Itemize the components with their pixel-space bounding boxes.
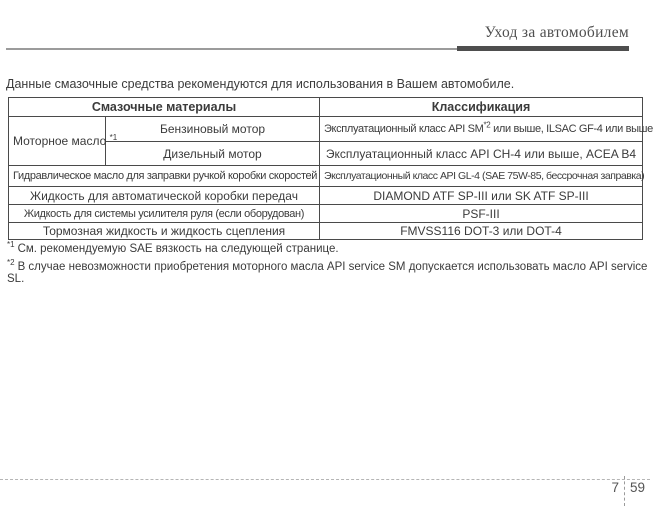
- cell-petrol-class: [320, 117, 653, 142]
- page-number-value: 59: [629, 480, 645, 495]
- page-number: [611, 476, 645, 506]
- intro-text: Данные смазочные средства рекомендуются для использования в Вашем автомобиле.: [6, 77, 515, 91]
- page-title: Уход за автомобилем: [484, 24, 629, 41]
- header-rule-accent: [457, 46, 629, 51]
- cell-diesel-engine: Дизельный мотор: [106, 142, 320, 166]
- cell-hydraulic-class: Эксплуатационный класс API GL-4 (SAE 75W-85, бессрочная заправка): [320, 166, 643, 187]
- table-row-psf: [9, 205, 643, 223]
- cell-brake-class: FMVSS116 DOT-3 или DOT-4: [320, 223, 643, 240]
- lubricants-table: [8, 97, 653, 240]
- cell-atf-material: Жидкость для автоматической коробки передач: [9, 187, 320, 205]
- petrol-class-text-cont: или выше, ILSAC GF-4 или выше: [490, 123, 653, 135]
- table-header-row: [9, 98, 643, 117]
- cell-motor-oil: [9, 117, 118, 166]
- footer-dashed-line: [0, 479, 650, 480]
- table-row-atf: [9, 187, 643, 205]
- chapter-number: 7: [611, 476, 625, 506]
- header-rule: [6, 48, 458, 50]
- footnote-1: [7, 240, 339, 255]
- cell-hydraulic-material: Гидравлическое масло для заправки ручкой коробки скоростей: [9, 166, 320, 187]
- footnote-1-text: См. рекомендуемую SAE вязкость на следующей странице.: [17, 243, 339, 255]
- petrol-class-text: Эксплуатационный класс API SM: [324, 123, 484, 135]
- footnote-1-marker: *1: [7, 240, 15, 250]
- cell-diesel-class: Эксплуатационный класс API CH-4 или выше, ACEA B4: [320, 142, 643, 166]
- footnote-2-text: В случае невозможности приобретения моторного масла API service SM допускается использовать масло API service SL.: [7, 261, 648, 285]
- table-row-brake: [9, 223, 643, 240]
- table-row-hydraulic: [9, 166, 643, 187]
- footnote-2-marker: *2: [7, 258, 15, 268]
- footnote-ref-2: *2: [483, 120, 491, 130]
- cell-petrol-engine: Бензиновый мотор: [106, 117, 320, 142]
- motor-oil-label: Моторное масло: [13, 134, 110, 148]
- cell-psf-class: PSF-III: [320, 205, 643, 223]
- table-row-petrol: [9, 117, 643, 142]
- cell-brake-material: Тормозная жидкость и жидкость сцепления: [9, 223, 320, 240]
- footnote-ref-1: *1: [109, 133, 118, 142]
- cell-atf-class: DIAMOND ATF SP-III или SK ATF SP-III: [320, 187, 643, 205]
- col-header-classification: Классификация: [320, 98, 643, 117]
- col-header-materials: Смазочные материалы: [9, 98, 320, 117]
- cell-psf-material: Жидкость для системы усилителя руля (если оборудован): [9, 205, 320, 223]
- footnote-2: [7, 258, 650, 285]
